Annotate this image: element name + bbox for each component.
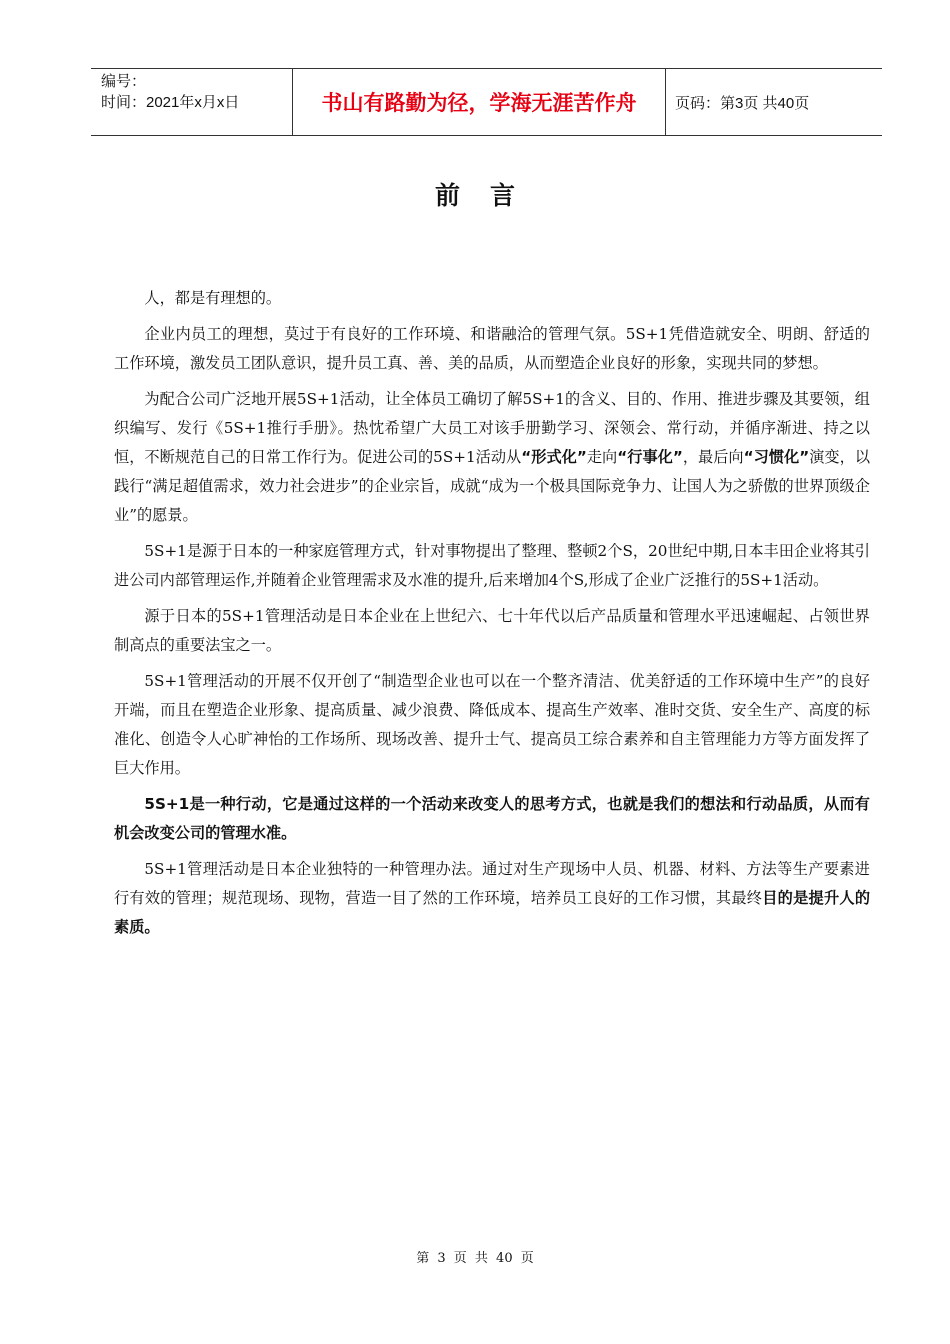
- header-table: [91, 68, 882, 136]
- purpose-keyword-action: “行事化”: [617, 448, 683, 466]
- paragraph-ideal: 企业内员工的理想，莫过于有良好的工作环境、和谐融洽的管理气氛。5S+1凭借造就安全、明朗、舒适的工作环境，激发员工团队意识，提升员工真、善、美的品质，从而塑造企业良好的形象，实现共同的梦想。: [114, 325, 870, 372]
- purpose-text-2: 走向: [586, 448, 618, 466]
- goal-emphasis: 目的是提升人的素质。: [114, 889, 871, 936]
- header-meta-cell: [91, 69, 293, 135]
- page-footer: 第 3 页 共 40 页: [416, 1251, 534, 1266]
- document-number-label: 编号：: [101, 73, 147, 90]
- page-title: 前言: [434, 181, 545, 210]
- paragraph-goal: [114, 855, 870, 942]
- paragraph-origin: 5S+1是源于日本的一种家庭管理方式，针对事物提出了整理、整顿2个S，20世纪中期,日本丰田企业将其引进公司内部管理运作,并随着企业管理需求及水准的提升,后来增加4个S,形成了企业广泛推行的5S+1活动。: [114, 542, 870, 589]
- purpose-text-4: 演变，以践行“满足超值需求，效力社会进步”的企业宗旨，成就“成为一个极具国际竞争力、让国人为之骄傲的世界顶级企业”的愿景。: [114, 448, 871, 524]
- purpose-keyword-habit: “习惯化”: [743, 448, 810, 466]
- paragraph-effect: 5S+1管理活动的开展不仅开创了“制造型企业也可以在一个整齐清洁、优美舒适的工作环境中生产”的良好开端，而且在塑造企业形象、提高质量、减少浪费、降低成本、提高生产效率、准时交货、安全生产、高度的标准化、创造令人心旷神怡的工作场所、现场改善、提升士气、提高员工综合素养和自主管理能力方等方面发挥了巨大作用。: [114, 672, 870, 777]
- purpose-text-3: ，最后向: [682, 448, 744, 466]
- purpose-text-1: 为配合公司广泛地开展5S+1活动，让全体员工确切了解5S+1的含义、目的、作用、推进步骤及其要领，组织编写、发行《5S+1推行手册》。热忱希望广大员工对该手册勤学习、深领会、常行动，并循序渐进、持之以恒，不断规范自己的日常工作行为。促进公司的5S+1活动从: [114, 390, 870, 466]
- paragraph-intro: 人，都是有理想的。: [144, 289, 282, 307]
- document-time-label: 时间：2021年x月x日: [101, 94, 240, 111]
- paragraph-action: 5S+1是一种行动，它是通过这样的一个活动来改变人的思考方式，也就是我们的想法和行动品质，从而有机会改变公司的管理水准。: [114, 795, 870, 842]
- preface-body: [114, 284, 870, 949]
- purpose-keyword-formal: “形式化”: [521, 448, 587, 466]
- header-motto: 书山有路勤为径，学海无涯苦作舟: [293, 69, 666, 135]
- header-page-info: 页码：第3页 共40页: [675, 94, 810, 112]
- goal-text: 5S+1管理活动是日本企业独特的一种管理办法。通过对生产现场中人员、机器、材料、方法等生产要素进行有效的管理；规范现场、现物，营造一目了然的工作环境，培养员工良好的工作习惯，其最终: [114, 860, 870, 907]
- paragraph-purpose: [114, 385, 870, 530]
- paragraph-japan: 源于日本的5S+1管理活动是日本企业在上世纪六、七十年代以后产品质量和管理水平迅速崛起、占领世界制高点的重要法宝之一。: [114, 607, 870, 654]
